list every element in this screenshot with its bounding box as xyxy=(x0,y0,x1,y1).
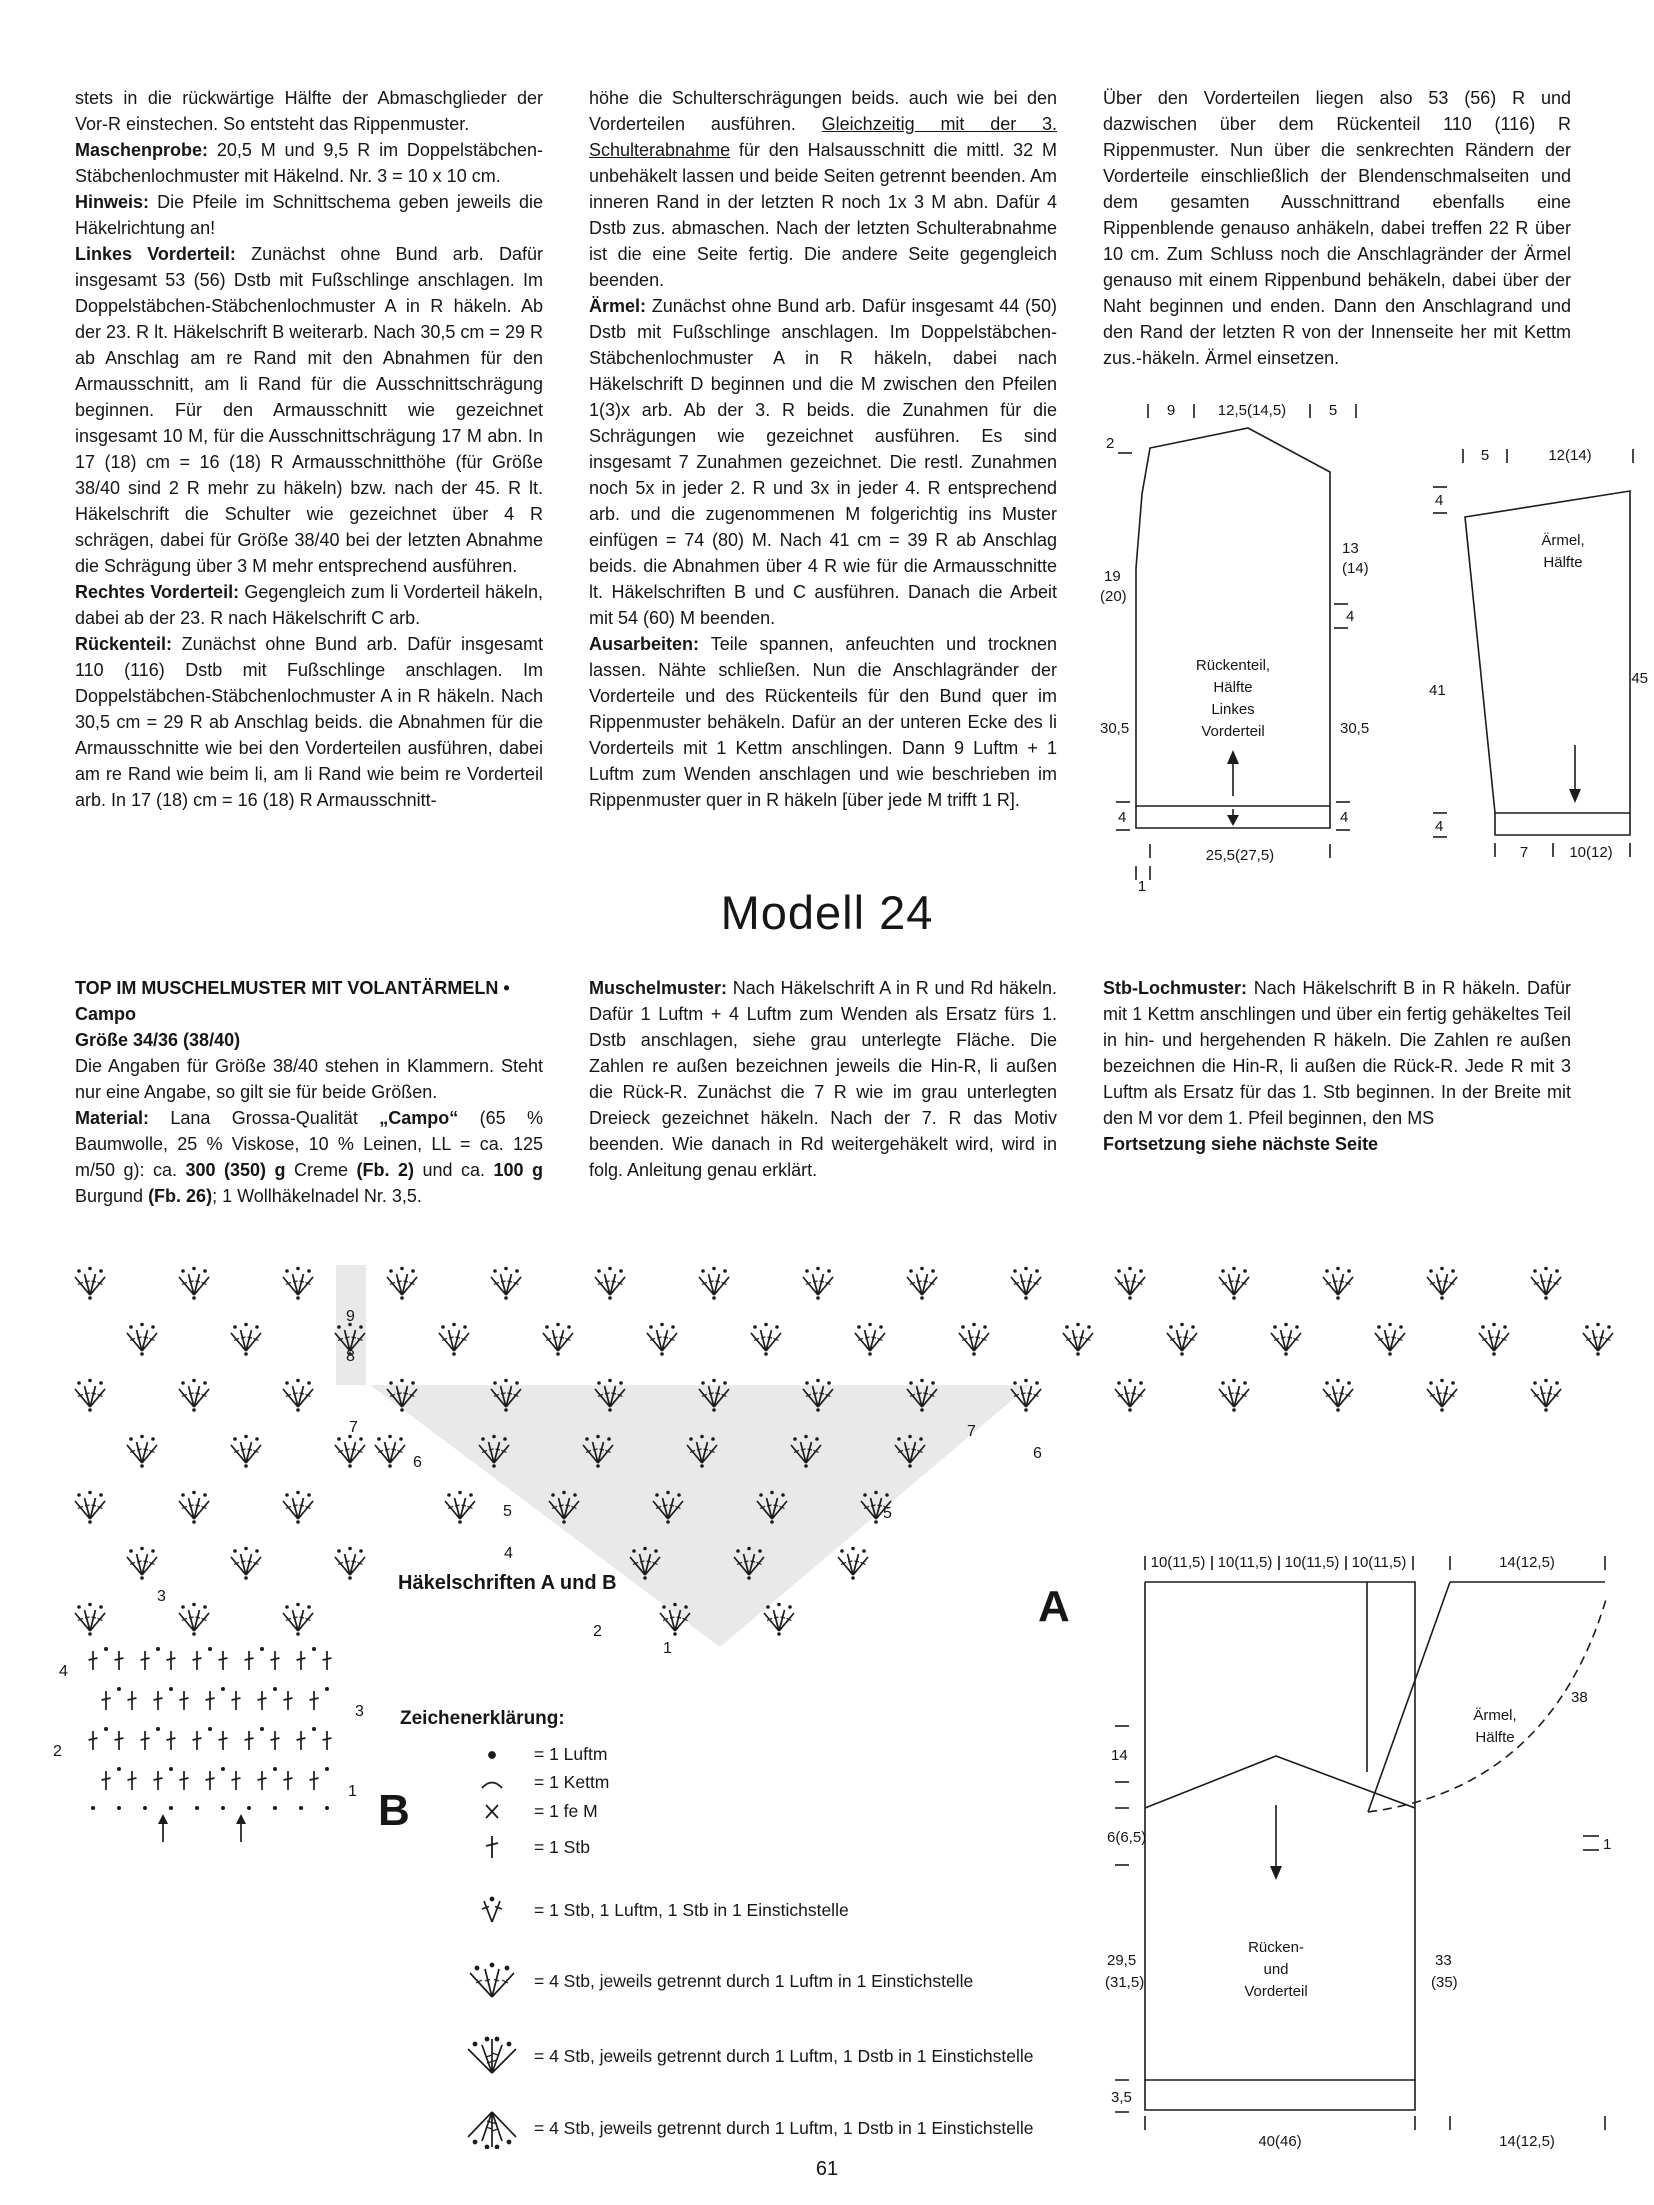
legend-item xyxy=(450,1895,1034,1925)
measure: 1 xyxy=(1137,878,1147,893)
text-run: Material: xyxy=(75,1108,171,1128)
text-run: (Fb. 26) xyxy=(148,1186,213,1206)
direction-arrow-down xyxy=(1270,1805,1282,1880)
text-run: Rückenteil: xyxy=(75,634,182,654)
chart-row-number: 7 xyxy=(967,1423,976,1440)
legend-text: = 1 Stb xyxy=(534,1836,590,1857)
text-run: Die Angaben für Größe 38/40 stehen in Klammern. Steht nur eine Angabe, so gilt sie für beide Größen. xyxy=(75,1056,543,1102)
article-title: TOP IM MUSCHELMUSTER MIT VOLANTÄRMELN • xyxy=(75,978,510,998)
text-run: Zunächst ohne Bund arb. Dafür insgesamt 53 (56) Dstb mit Fußschlinge anschlagen. Im Doppelstäbchen-Stäbchenlochmuster A in R häkeln. Ab der 23. R lt. Häkelschrift B weiterarb. Nach 30,5 cm = 29 R ab Anschlag am re Rand mit den Abnahmen für den Armausschnitt, am li Rand für die Ausschnittschrägung beginnen. Für den Armausschnitt wie gezeichnet insgesamt 10 M, für die Ausschnittschrägung 17 M abn. In 17 (18) cm = 16 (18) R Armausschnitthöhe (für Größe 38/40 sind 2 R mehr zu häkeln) bzw. nach der 45. R lt. Häkelschrift die Schulter wie gezeichnet über 4 R schrägen, dabei für Größe 38/40 bei der letzten Abnahme die Schrägung über 3 M mehr entsprechend ausführen. xyxy=(75,244,543,576)
legend-text: = 4 Stb, jeweils getrennt durch 1 Luftm, 1 Dstb in 1 Einstichstelle xyxy=(534,2117,1034,2138)
piece-label: Vorderteil xyxy=(1201,723,1265,740)
piece-label: Hälfte xyxy=(1475,1729,1515,1746)
fem-icon xyxy=(450,1799,534,1823)
paragraph xyxy=(75,137,543,189)
paragraph xyxy=(589,85,1057,293)
measure: 12,5(14,5) xyxy=(1217,402,1287,419)
piece-label: Linkes xyxy=(1211,701,1255,718)
text-run: Ausarbeiten: xyxy=(589,634,711,654)
paragraph xyxy=(589,975,1057,1183)
text-run: Burgund xyxy=(75,1186,149,1206)
chart-row-number: 3 xyxy=(157,1588,166,1605)
luftm-icon xyxy=(450,1742,534,1766)
measure: 30,5 xyxy=(1100,720,1130,737)
chart-b-label: B xyxy=(378,1786,410,1835)
schematic-back-left-front xyxy=(1098,398,1408,893)
legend-text: = 4 Stb, jeweils getrennt durch 1 Luftm in 1 Einstichstelle xyxy=(534,1970,974,1991)
measure: 30,5 xyxy=(1340,720,1370,737)
measure: 40(46) xyxy=(1258,2133,1302,2150)
text-run: Creme xyxy=(285,1160,357,1180)
text-run: Zunächst ohne Bund arb. Dafür insgesamt 110 (116) Dstb mit Fußschlinge anschlagen. Im Doppelstäbchen-Stäbchenlochmuster A in R häkeln. Nach 30,5 cm = 29 R ab Anschlag beids. die Abnahmen für die Armausschnitte wie bei den Vorderteilen ausführen, dabei am re Rand wie beim li, am li Rand wie beim re Vorderteil arb. In 17 (18) cm = 16 (18) R Armausschnitt- xyxy=(75,634,543,810)
paragraph xyxy=(75,1053,543,1105)
text-run: Gegengleich zum li Vorderteil häkeln, dabei ab der 23. R nach Häkelschrift C arb. xyxy=(75,582,543,628)
legend-text: = 1 Stb, 1 Luftm, 1 Stb in 1 Einstichstelle xyxy=(534,1899,849,1920)
direction-arrow-up xyxy=(1227,750,1239,796)
measure: 3,5 xyxy=(1111,2089,1132,2106)
measure: 13 xyxy=(1342,540,1359,557)
text-run: Muschelmuster: xyxy=(589,978,733,998)
text-run: Gleichzeitig mit der 3. Schulterabnahme xyxy=(589,114,1057,160)
text-run: Lana Grossa-Qualität xyxy=(170,1108,380,1128)
chart-row-number: 1 xyxy=(663,1640,672,1657)
text-run: Rechtes Vorderteil: xyxy=(75,582,245,602)
text-run: Linkes Vorderteil: xyxy=(75,244,252,264)
text-run: höhe die Schulterschrägungen beids. auch wie bei den Vorderteilen ausführen. xyxy=(589,88,1057,134)
piece-label: Hälfte xyxy=(1543,554,1583,571)
fan4dstb-icon xyxy=(450,2035,534,2077)
chart-row-number: 2 xyxy=(593,1623,602,1640)
measure: 7 xyxy=(1519,844,1529,861)
piece-label: Hälfte xyxy=(1213,679,1253,696)
piece-label: Rücken- xyxy=(1248,1939,1304,1956)
paragraph xyxy=(75,241,543,579)
measure: (31,5) xyxy=(1105,1974,1145,1991)
measure: 2 xyxy=(1106,435,1115,452)
text-run: Zunächst ohne Bund arb. Dafür insgesamt 44 (50) Dstb mit Fußschlinge anschlagen. Im Doppelstäbchen-Stäbchenlochmuster A in R häkeln, dabei nach Häkelschrift D beginnen und die M zwischen den Pfeilen 1(3)x arb. Ab der 3. R beids. die Zunahmen für die Schrägungen wie gezeichnet ausführen. Es sind insgesamt 7 Zunahmen gezeichnet. Die restl. Zunahmen noch 5x in jeder 2. R und 3x in jeder 4. R entsprechend arb. und die zugenommenen M folgerichtig ins Muster einfügen = 74 (80) M. Nach 41 cm = 39 R ab Anschlag beids. die Abnahmen über 4 R wie für die Armausschnitte lt. Häkelschriften B und C ausführen. Danach die Arbeit mit 54 (60) M beenden. xyxy=(589,296,1057,628)
text-run: Die Pfeile im Schnittschema geben jeweils die Häkelrichtung an! xyxy=(75,192,544,238)
measure: 14(12,5) xyxy=(1499,1554,1555,1571)
chart-row-number: 9 xyxy=(346,1308,355,1325)
measure: 5 xyxy=(1480,447,1490,464)
legend-text: = 1 fe M xyxy=(534,1800,598,1821)
chart-row-number: 5 xyxy=(883,1505,892,1522)
paragraph xyxy=(75,1105,543,1209)
direction-arrow-up xyxy=(158,1814,246,1842)
legend-text: = 1 Luftm xyxy=(534,1743,608,1764)
lower-column-2 xyxy=(589,975,1057,1209)
piece-label: Vorderteil xyxy=(1244,1983,1308,2000)
chart-row-number: 2 xyxy=(53,1743,62,1760)
paragraph xyxy=(589,631,1057,813)
direction-arrow-down xyxy=(1227,809,1239,826)
schematic-body-sleeve xyxy=(1105,1550,1615,2150)
paragraph xyxy=(75,189,543,241)
measure: 33 xyxy=(1435,1952,1452,1969)
measure: 25,5(27,5) xyxy=(1205,847,1275,864)
chart-caption: Häkelschriften A und B xyxy=(398,1572,617,1594)
measure: 45 xyxy=(1631,670,1648,687)
text-run: ; 1 Wollhäkelnadel Nr. 3,5. xyxy=(212,1186,422,1206)
paragraph xyxy=(75,579,543,631)
chart-row-number: 6 xyxy=(413,1454,422,1471)
chart-row-number: 3 xyxy=(355,1703,364,1720)
measure: 4 xyxy=(1435,492,1444,509)
text-run: für den Halsausschnitt die mittl. 32 M unbehäkelt lassen und beide Seiten getrennt beenden. Am inneren Rand in der letzten R noch 1x 3 M abn. Dafür 4 Dstb zus. abmaschen. Nach der letzten Schulterabnahme ist die eine Seite fertig. Die andere Seite gegengleich beenden. xyxy=(589,140,1057,290)
paragraph xyxy=(589,293,1057,631)
text-run: (65 % Baumwolle, 25 % Viskose, 10 % Leinen, LL = ca. 125 m/50 g): ca. xyxy=(75,1108,543,1180)
measure: 4 xyxy=(1435,818,1444,835)
measure: 5 xyxy=(1328,402,1338,419)
text-run: „Campo“ xyxy=(379,1108,459,1128)
measure: 29,5 xyxy=(1107,1952,1137,1969)
legend-text: = 1 Kettm xyxy=(534,1772,610,1792)
measure: 6(6,5) xyxy=(1107,1829,1147,1846)
text-run: 100 g xyxy=(493,1160,544,1180)
paragraph xyxy=(1103,975,1571,1131)
lower-column-1 xyxy=(75,975,543,1209)
paragraph xyxy=(75,85,543,137)
text-run: Teile spannen, anfeuchten und trocknen lassen. Nähte schließen. Nun die Anschlagränder der Vorderteile und des Rückenteils für den Bund quer im Rippenmuster behäkeln. Dafür an der unteren Ecke des li Vorderteils mit 1 Kettm anschlingen. Dann 9 Luftm + 1 Luftm zum Wenden anschlagen und wie beschrieben im Rippenmuster quer in R häkeln [über jede M trifft 1 R]. xyxy=(589,634,1057,810)
measure: (20) xyxy=(1100,588,1127,605)
v2stb-icon xyxy=(450,1895,534,1925)
piece-label: Ärmel, xyxy=(1473,1707,1517,1724)
page-number: 61 xyxy=(815,2158,839,2180)
measure: 38 xyxy=(1571,1689,1588,1706)
legend-item xyxy=(450,1799,1034,1823)
top-column-1 xyxy=(75,85,543,813)
text-run: (Fb. 2) xyxy=(356,1160,414,1180)
measure: 41 xyxy=(1429,682,1446,699)
text-run: Nach Häkelschrift A in R und Rd häkeln. Dafür 1 Luftm + 4 Luftm zum Wenden als Ersatz fürs 1. Dstb anschlagen, siehe grau unterlegte Fläche. Die Zahlen re außen bezeichnen jeweils die Hin-R, li außen die Rück-R. Zunächst die 7 R wie im grau unterlegten Dreieck gezeichnet häkeln. Nach der 7. R das Motiv beenden. Wie danach in Rd weitergehäkelt wird, wird in folg. Anleitung genau erklärt. xyxy=(589,978,1057,1180)
text-run: Über den Vorderteilen liegen also 53 (56) R und dazwischen über dem Rückenteil 110 (116) R Rippenmuster. Nun über die senkrechten Rändern der Vorderteile einschließlich der Blendenschmalseiten und dem gesamten Ausschnittrand ebenfalls eine Rippenblende genauso anhäkeln, dabei treffen 22 R über 10 cm. Zum Schluss noch die Anschlagränder der Ärmel genauso mit einem Rippenbund behäkeln, dabei über der Naht beginnen und enden. Dann den Anschlagrand und den Rand der letzten R von der Innenseite her mit Kettm zus.-häkeln. Ärmel einsetzen. xyxy=(1103,88,1571,368)
text-run: und ca. xyxy=(414,1160,494,1180)
chart-a-label: A xyxy=(1038,1582,1070,1631)
chart-a-gray-triangle xyxy=(370,1385,1030,1647)
measure: 10(11,5) xyxy=(1150,1554,1206,1571)
direction-arrow-down xyxy=(1569,745,1581,803)
text-run: Ärmel: xyxy=(589,296,652,316)
measure: (14) xyxy=(1342,560,1369,577)
measure: 12(14) xyxy=(1548,447,1592,464)
piece-label: und xyxy=(1263,1961,1289,1978)
top-column-2 xyxy=(589,85,1057,813)
measure: 9 xyxy=(1166,402,1176,419)
page-title: Modell 24 xyxy=(720,886,934,939)
measure: 10(11,5) xyxy=(1217,1554,1273,1571)
text-run: 300 (350) g xyxy=(185,1160,286,1180)
continuation-note: Fortsetzung siehe nächste Seite xyxy=(1103,1134,1379,1154)
symbol-legend xyxy=(450,1742,1034,2149)
measure: 4 xyxy=(1346,608,1355,625)
chart-row-number: 4 xyxy=(504,1545,513,1562)
crochet-chart-b xyxy=(45,1640,385,1850)
text-run: Maschenprobe: xyxy=(75,140,217,160)
article-title-yarn: Campo xyxy=(75,1004,137,1024)
legend-text: = 4 Stb, jeweils getrennt durch 1 Luftm, 1 Dstb in 1 Einstichstelle xyxy=(534,2045,1034,2066)
paragraph xyxy=(75,631,543,813)
measure: 10(12) xyxy=(1569,844,1613,861)
fan4-icon xyxy=(450,1961,534,2001)
chart-row-number: 6 xyxy=(1033,1445,1042,1462)
schematic-sleeve-top xyxy=(1425,445,1650,885)
schematic3-body-outline xyxy=(1145,1582,1415,2110)
measure: 4 xyxy=(1340,809,1349,826)
chart-b-symbols xyxy=(89,1647,332,1810)
text-run: Nach Häkelschrift B in R häkeln. Dafür mit 1 Kettm anschlingen und über ein fertig gehäkeltes Teil in hin- und hergehenden R häkeln. Die Zahlen re außen bezeichnen die Hin-R, li außen die Rück-R. Jede R mit 3 Luftm als Ersatz für das 1. Stb beginnen. In der Breite mit den M vor dem 1. Pfeil beginnen, den MS xyxy=(1103,978,1571,1128)
measure: 1 xyxy=(1603,1836,1612,1853)
measure: 14 xyxy=(1111,1747,1128,1764)
paragraph xyxy=(1103,85,1571,371)
measure: 10(11,5) xyxy=(1351,1554,1407,1571)
lower-column-3 xyxy=(1103,975,1571,1209)
instructions-lower xyxy=(75,975,1571,1209)
text-run: Stb-Lochmuster: xyxy=(1103,978,1254,998)
legend-item xyxy=(450,1772,1034,1793)
chart-row-number: 4 xyxy=(59,1663,68,1680)
stb-icon xyxy=(450,1833,534,1861)
chart-row-number: 8 xyxy=(346,1348,355,1365)
legend-item xyxy=(450,1742,1034,1766)
text-run: Hinweis: xyxy=(75,192,158,212)
text-run: 20,5 M und 9,5 R im Doppelstäbchen-Stäbchenlochmuster mit Häkelnd. Nr. 3 = 10 x 10 cm. xyxy=(75,140,543,186)
chart-row-number: 7 xyxy=(349,1419,358,1436)
fan4dstb-down-icon xyxy=(450,2107,534,2149)
measure: 4 xyxy=(1118,809,1127,826)
measure: 14(12,5) xyxy=(1499,2133,1555,2150)
legend-item xyxy=(450,2035,1034,2077)
piece-label: Rückenteil, xyxy=(1195,657,1271,674)
chart-row-number: 5 xyxy=(503,1503,512,1520)
piece-label: Ärmel, xyxy=(1541,532,1585,549)
legend-item xyxy=(450,2107,1034,2149)
measure: 10(11,5) xyxy=(1284,1554,1340,1571)
kettm-icon xyxy=(450,1773,534,1793)
measure: 19 xyxy=(1104,568,1121,585)
legend-item xyxy=(450,1961,1034,2001)
legend-item xyxy=(450,1833,1034,1861)
text-run: stets in die rückwärtige Hälfte der Abmaschglieder der Vor-R einstechen. So entsteht das Rippenmuster. xyxy=(75,88,543,134)
legend-heading: Zeichenerklärung: xyxy=(400,1708,565,1729)
size-heading: Größe 34/36 (38/40) xyxy=(75,1030,241,1050)
measure: (35) xyxy=(1431,1974,1458,1991)
chart-row-number: 1 xyxy=(348,1783,357,1800)
